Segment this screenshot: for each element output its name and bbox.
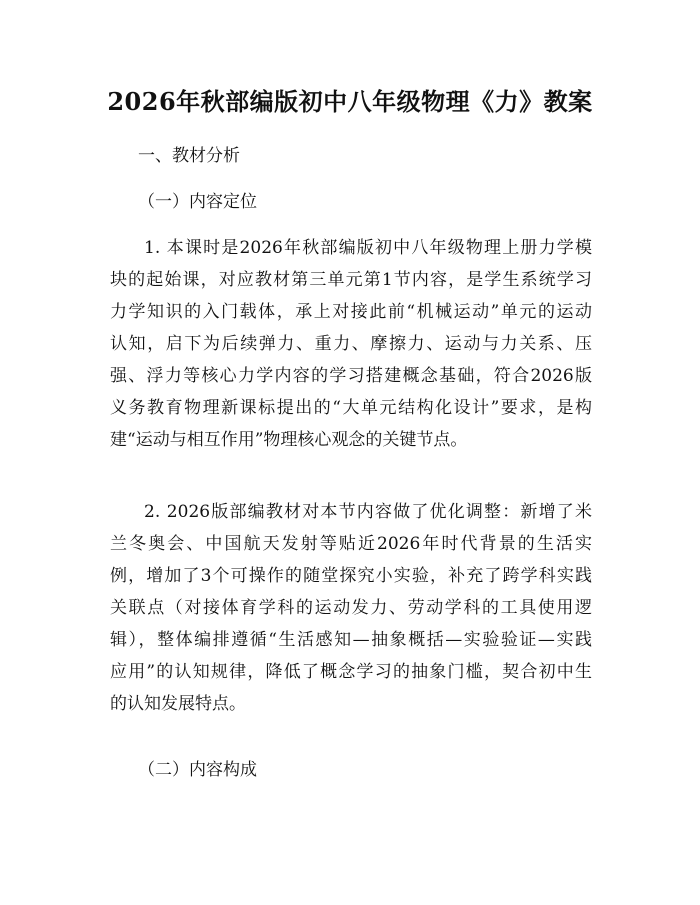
subsection-heading-content-composition: （二）内容构成 — [138, 760, 257, 780]
subsection-heading-content-positioning: （一）内容定位 — [138, 192, 257, 212]
paragraph-line: 兰冬奥会、中国航天发射等贴近2026年时代背景的生活实 — [110, 534, 592, 554]
paragraph-line: 建“运动与相互作用”物理核心观念的关键节点。 — [110, 430, 468, 450]
paragraph-line: 2. 2026版部编教材对本节内容做了优化调整：新增了米 — [144, 502, 592, 522]
paragraph-line: 的认知发展特点。 — [110, 694, 246, 714]
section-heading-textbook-analysis: 一、教材分析 — [138, 146, 240, 166]
paragraph-line: 应用”的认知规律，降低了概念学习的抽象门槛，契合初中生 — [110, 662, 592, 682]
paragraph-content-positioning-2 — [110, 496, 592, 720]
paragraph-line: 辑），整体编排遵循“生活感知—抽象概括—实验验证—实践 — [110, 630, 592, 650]
paragraph-line: 例，增加了3个可操作的随堂探究小实验，补充了跨学科实践 — [110, 566, 592, 586]
paragraph-line: 1. 本课时是2026年秋部编版初中八年级物理上册力学模 — [144, 238, 592, 258]
document-title: 2026年秋部编版初中八年级物理《力》教案 — [107, 87, 593, 116]
paragraph-line: 义务教育物理新课标提出的“大单元结构化设计”要求，是构 — [110, 398, 592, 418]
paragraph-line: 认知，启下为后续弹力、重力、摩擦力、运动与力关系、压 — [110, 334, 592, 354]
paragraph-line: 力学知识的入门载体，承上对接此前“机械运动”单元的运动 — [110, 302, 592, 322]
paragraph-line: 关联点（对接体育学科的运动发力、劳动学科的工具使用逻 — [110, 598, 592, 618]
paragraph-line: 块的起始课，对应教材第三单元第1节内容，是学生系统学习 — [110, 270, 592, 290]
paragraph-content-positioning-1 — [110, 232, 592, 456]
paragraph-line: 强、浮力等核心力学内容的学习搭建概念基础，符合2026版 — [110, 366, 592, 386]
